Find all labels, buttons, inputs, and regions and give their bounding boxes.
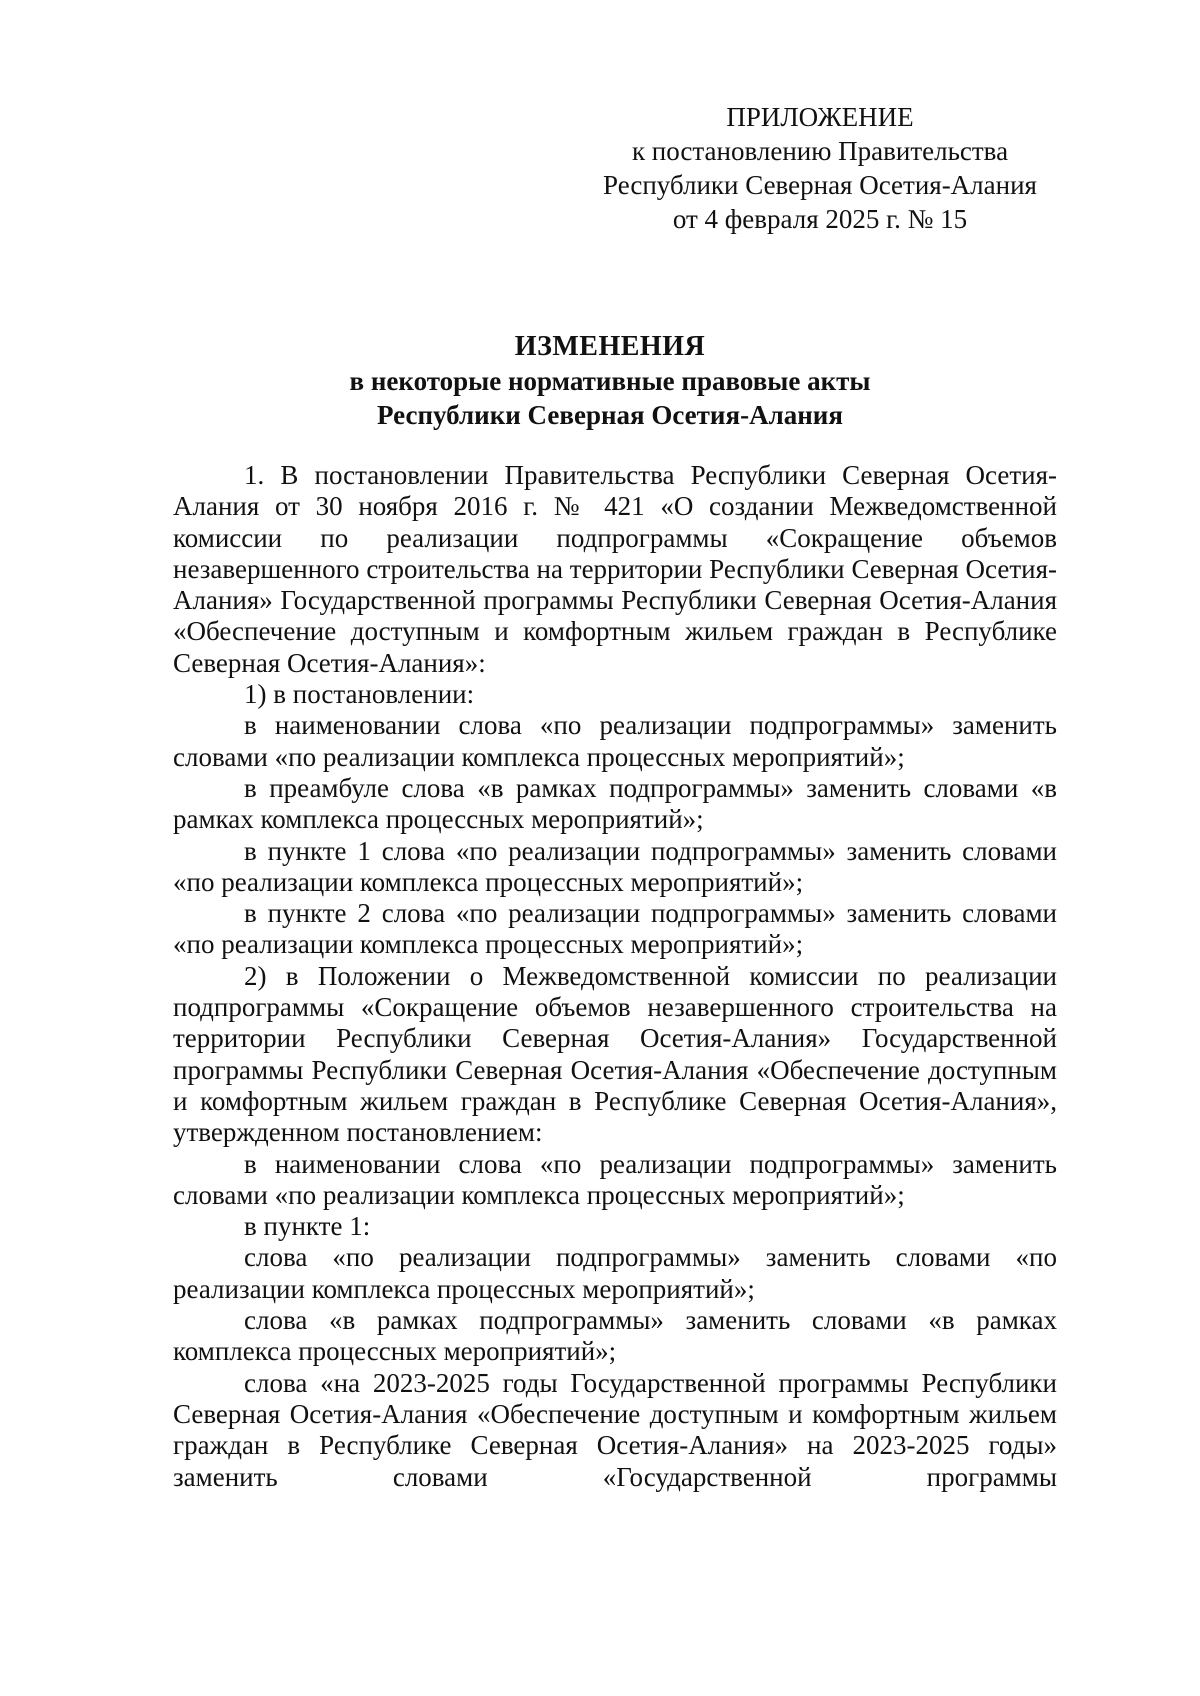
paragraph-7: 2) в Положении о Межведомственной комиссии по реализации подпрограммы «Сокращение объемов незавершенного строительства на территории Республики Северная Осетия-Алания» Государственной программы Республики Северная Осетия-Алания «Обеспечение доступным и комфортным жильем граждан в Республике Северная Осетия-Алания», утвержденном постановлением:	[173, 960, 1057, 1148]
appendix-line-date: от 4 февраля 2025 г. № 15	[672, 204, 968, 234]
paragraph-10: слова «по реализации подпрограммы» заменить словами «по реализации комплекса процессных мероприятий»;	[173, 1242, 1057, 1304]
paragraph-11: слова «в рамках подпрограммы» заменить словами «в рамках комплекса процессных мероприятий»;	[173, 1305, 1057, 1367]
paragraph-8: в наименовании слова «по реализации подпрограммы» заменить словами «по реализации комплекса процессных мероприятий»;	[173, 1148, 1057, 1210]
paragraph-9: в пункте 1:	[244, 1211, 371, 1242]
document-body	[173, 460, 1057, 1493]
appendix-label: ПРИЛОЖЕНИЕ	[726, 102, 914, 132]
paragraph-12: слова «на 2023-2025 годы Государственной программы Республики Северная Осетия-Алания «Обеспечение доступным и комфортным жильем граждан в Республике Северная Осетия-Алания» на 2023-2025 годы» заменить словами «Государственной программы	[173, 1367, 1057, 1492]
paragraph-3: в наименовании слова «по реализации подпрограммы» заменить словами «по реализации комплекса процессных мероприятий»;	[173, 710, 1057, 772]
title-subtitle: в некоторые нормативные правовые акты	[349, 366, 871, 396]
appendix-line-republic: Республики Северная Осетия-Алания	[603, 170, 1037, 200]
title-main: ИЗМЕНЕНИЯ	[514, 331, 706, 362]
appendix-line-resolution: к постановлению Правительства	[631, 136, 1009, 166]
paragraph-1: 1. В постановлении Правительства Республики Северная Осетия-Алания от 30 ноября 2016 г. № 421 «О создании Межведомственной комиссии по реализации подпрограммы «Сокращение объемов незавершенного строительства на территории Республики Северная Осетия-Алания» Государственной программы Республики Северная Осетия-Алания «Обеспечение доступным и комфортным жильем граждан в Республике Северная Осетия-Алания»:	[173, 460, 1057, 678]
paragraph-6: в пункте 2 слова «по реализации подпрограммы» заменить словами «по реализации комплекса процессных мероприятий»;	[173, 898, 1057, 960]
appendix-header	[560, 100, 1080, 236]
paragraph-4: в преамбуле слова «в рамках подпрограммы» заменить словами «в рамках комплекса процессных мероприятий»;	[173, 772, 1057, 835]
title-republic: Республики Северная Осетия-Алания	[377, 400, 843, 430]
paragraph-2: 1) в постановлении:	[244, 679, 475, 710]
paragraph-5: в пункте 1 слова «по реализации подпрограммы» заменить словами «по реализации комплекса процессных мероприятий»;	[173, 835, 1057, 897]
document-title	[170, 330, 1050, 432]
